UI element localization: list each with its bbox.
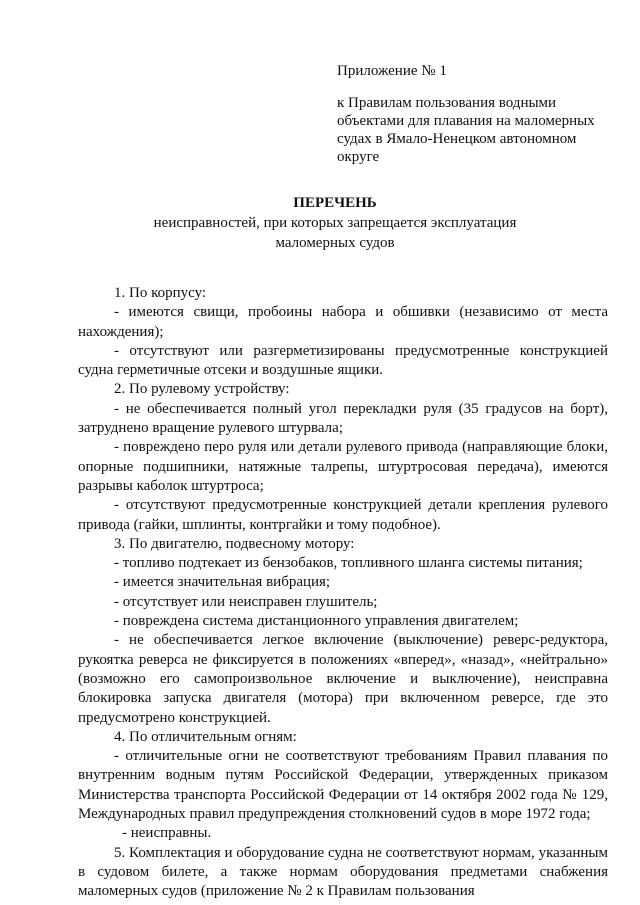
appendix-line: объектами для плавания на маломерных — [337, 113, 595, 129]
list-item: - повреждено перо руля или детали рулевого привода (направляющие блоки, опорные подшипники, натяжные талрепы, штуртросовая передача), имеются разрывы каболок штуртроса; — [78, 439, 608, 494]
list-item: - имеется значительная вибрация; — [114, 574, 331, 591]
title-heading: ПЕРЕЧЕНЬ — [293, 195, 377, 211]
list-item: - топливо подтекает из бензобаков, топливного шланга системы питания; — [114, 555, 583, 572]
list-item: - отсутствует или неисправен глушитель; — [114, 593, 378, 610]
list-item: - не обеспечивается полный угол перекладки руля (35 градусов на борт), затруднено вращение рулевого штурвала; — [78, 400, 608, 437]
appendix-line: округе — [337, 149, 380, 165]
appendix-line: судах в Ямало-Ненецком автономном — [337, 131, 577, 147]
section-paragraph: 5. Комплектация и оборудование судна не соответствуют нормам, указанным в судовом билете, а также нормам оборудования предметами снабжения маломерных судов (приложение № 2 к Правилам пользования — [78, 844, 608, 900]
section-heading: 1. По корпусу: — [114, 285, 207, 301]
list-item: - отсутствуют предусмотренные конструкцией детали крепления рулевого привода (гайки, шплинты, контргайки и тому подобное). — [78, 497, 608, 533]
appendix-line: к Правилам пользования водными — [337, 95, 557, 111]
section-heading: 3. По двигателю, подвесному мотору: — [114, 535, 355, 552]
appendix-reference — [337, 62, 607, 166]
title-subtitle-line: маломерных судов — [275, 235, 395, 251]
section-heading: 4. По отличительным огням: — [114, 728, 297, 745]
appendix-number: Приложение № 1 — [337, 63, 447, 79]
section-heading: 2. По рулевому устройству: — [114, 381, 290, 398]
list-item: - отличительные огни не соответствуют требованиям Правил плавания по внутренним водным путям Российской Федерации, утвержденных приказом Министерства транспорта Российской Федерации от 14 октября 2002 года № 129, Международных правил предупреждения столкновений судов в море 1972 года; — [78, 748, 608, 823]
document-title — [60, 193, 610, 253]
document-body — [78, 284, 608, 902]
list-item: - отсутствуют или разгерметизированы предусмотренные конструкцией судна герметичные отсеки и воздушные ящики. — [78, 342, 608, 379]
list-item: - повреждена система дистанционного управления двигателем; — [114, 613, 519, 630]
list-item: - не обеспечивается легкое включение (выключение) реверс-редуктора, рукоятка реверса не фиксируется в положениях «вперед», «назад», «нейтрально» (возможно его самопроизвольное включение и выключение), неисправна блокировка запуска двигателя (мотора) при включенном реверсе, где это предусмотрено конструкцией. — [78, 632, 608, 726]
list-item: - неисправны. — [122, 825, 212, 842]
list-item: - имеются свищи, пробоины набора и обшивки (независимо от места нахождения); — [78, 304, 608, 340]
title-subtitle-line: неисправностей, при которых запрещается эксплуатация — [153, 215, 517, 231]
